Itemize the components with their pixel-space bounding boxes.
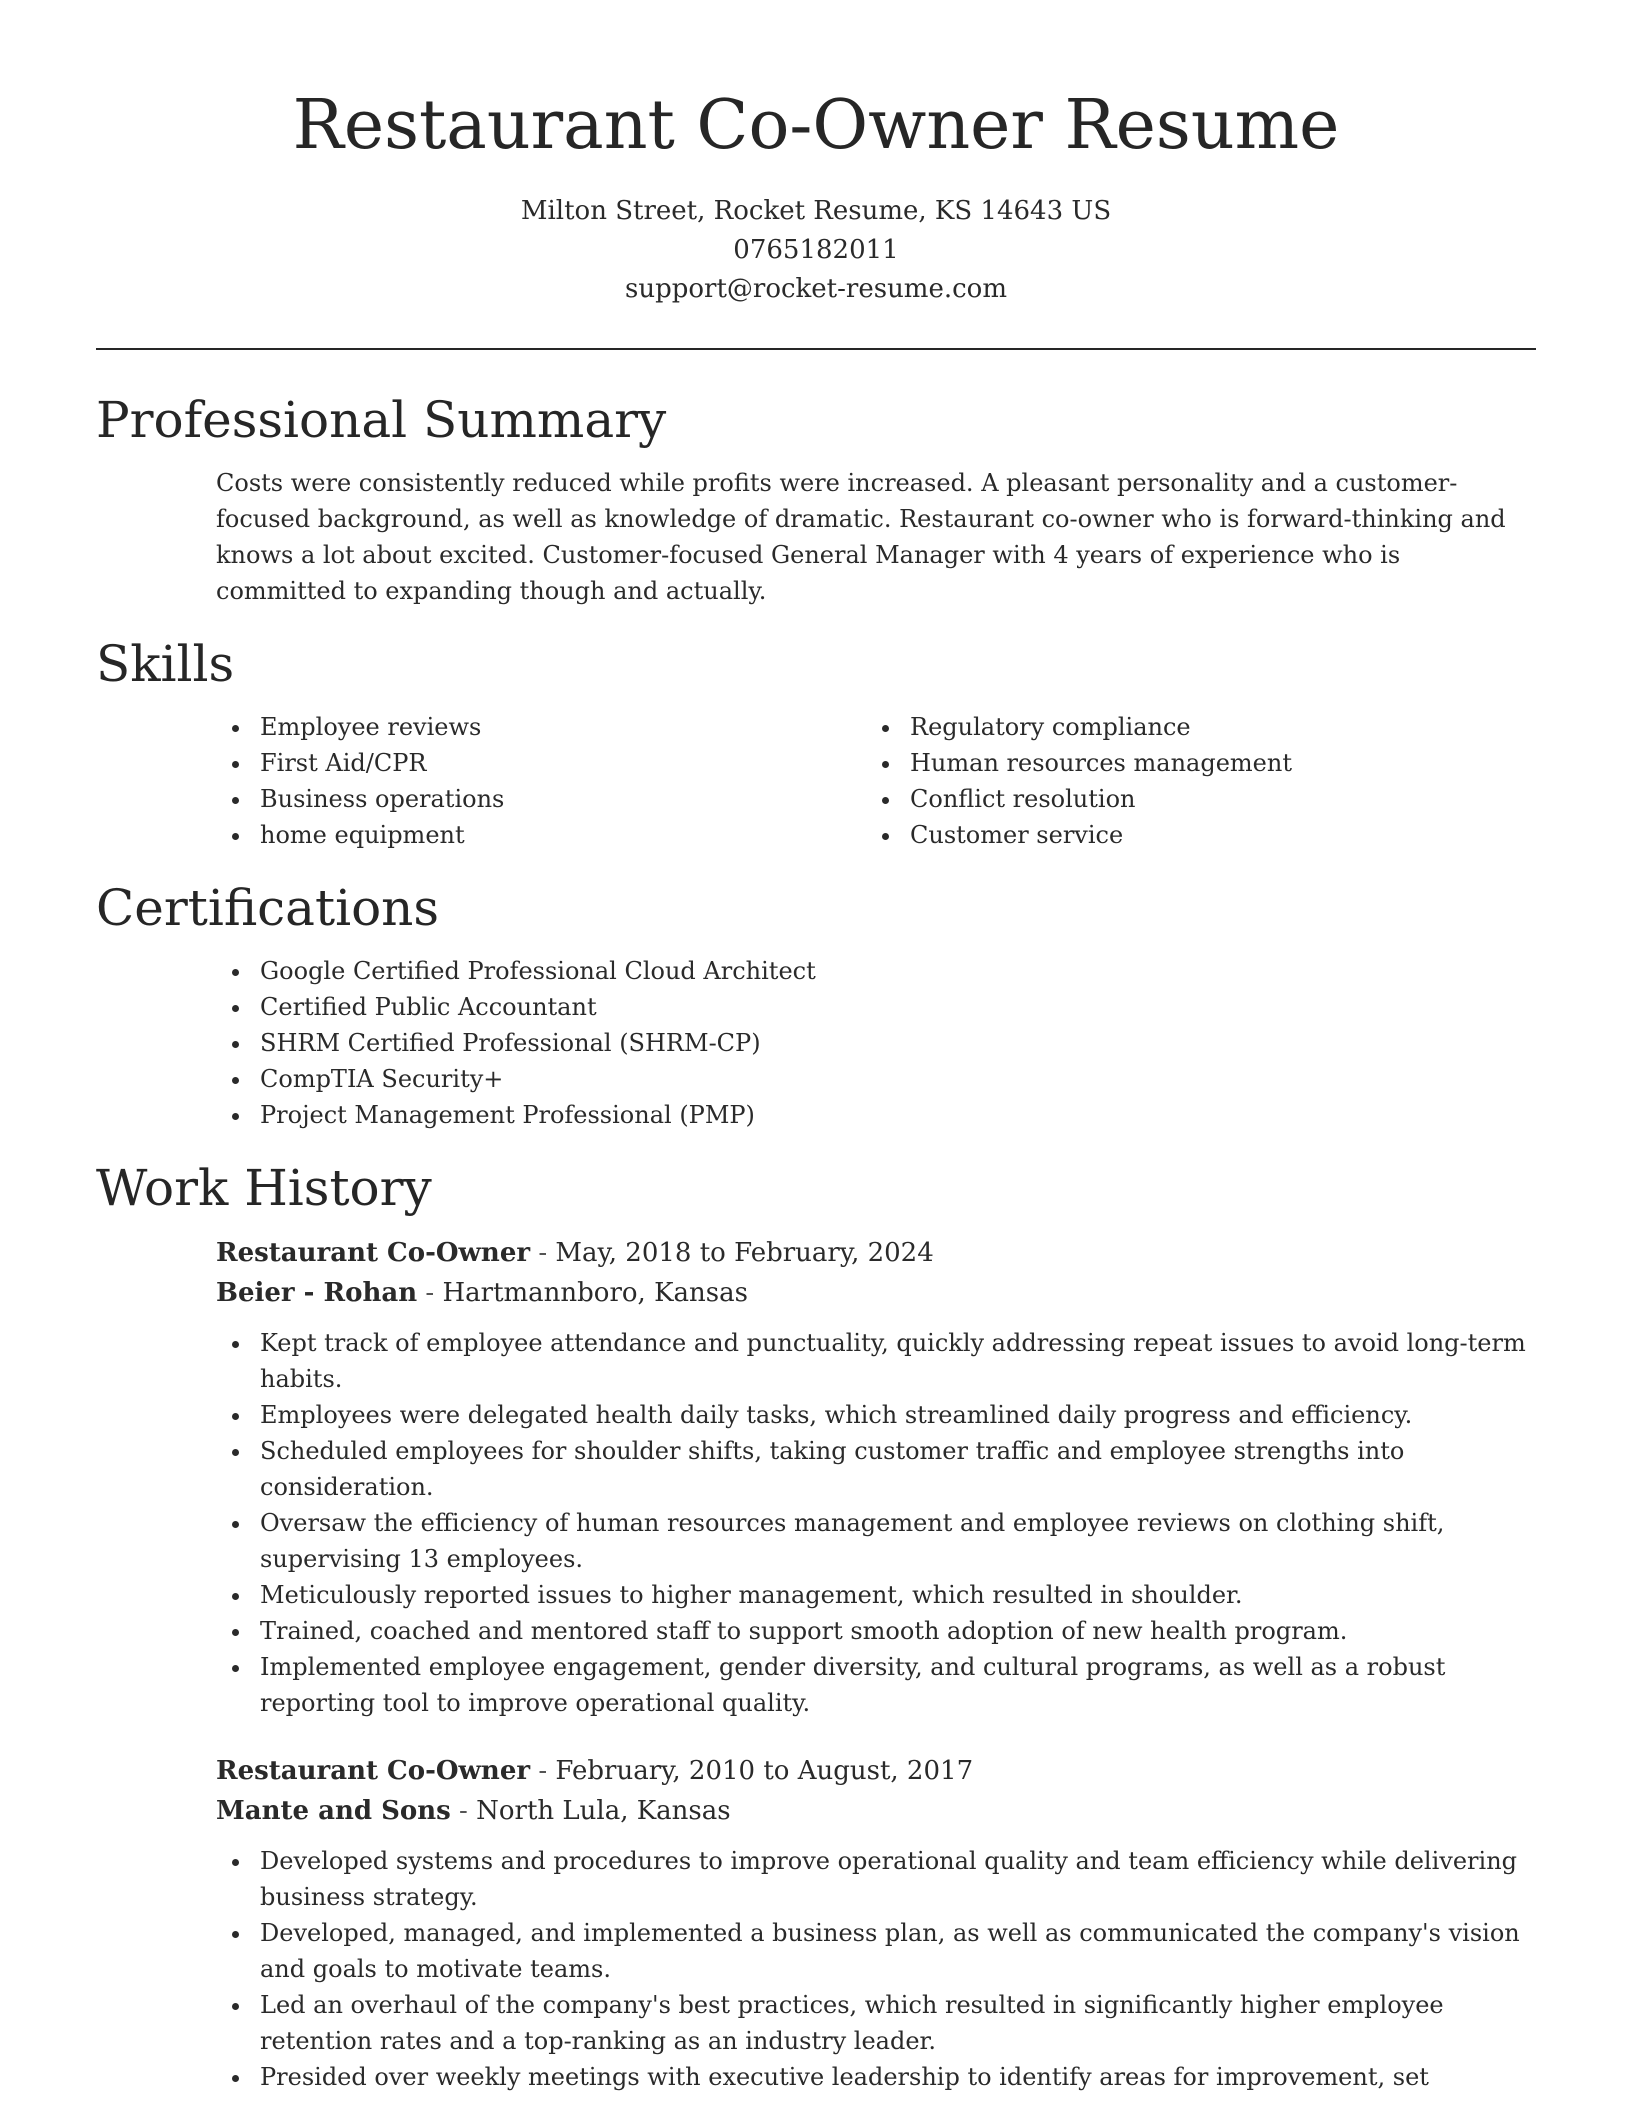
certification-item: CompTIA Security+ (216, 1061, 1536, 1097)
section-title-certifications: Certifications (96, 879, 440, 937)
job-bullet: Developed, managed, and implemented a business plan, as well as communicated the company's vision and goals to motivate teams. (216, 1915, 1536, 1987)
skills-list (216, 709, 1536, 853)
skill-item: Business operations (216, 781, 866, 817)
job-bullet: Oversaw the efficiency of human resources management and employee reviews on clothing shift, supervising 13 employees. (216, 1505, 1536, 1577)
certifications-list (216, 953, 1536, 1133)
job-dates: February, 2010 to August, 2017 (555, 1756, 974, 1786)
contact-info (96, 192, 1536, 309)
skill-item: Customer service (866, 817, 1516, 853)
address: Milton Street, Rocket Resume, KS 14643 US (520, 196, 1112, 226)
job-company-line (216, 1273, 1536, 1313)
skill-item: home equipment (216, 817, 866, 853)
skills-column-left (216, 709, 866, 853)
company-name: Beier - Rohan (216, 1278, 418, 1308)
skill-item: Human resources management (866, 745, 1516, 781)
skills-column-right (866, 709, 1516, 853)
job-dates: May, 2018 to February, 2024 (555, 1238, 934, 1268)
job-bullet: Scheduled employees for shoulder shifts, taking customer traffic and employee strengths into consideration. (216, 1433, 1536, 1505)
certification-item: Project Management Professional (PMP) (216, 1097, 1536, 1133)
skill-item: Regulatory compliance (866, 709, 1516, 745)
job-bullet: Employees were delegated health daily tasks, which streamlined daily progress and efficiency. (216, 1397, 1536, 1433)
job-bullet: Kept track of employee attendance and punctuality, quickly addressing repeat issues to avoid long-term habits. (216, 1325, 1536, 1397)
skill-item: Employee reviews (216, 709, 866, 745)
separator: - (538, 1238, 556, 1268)
resume-title: Restaurant Co-Owner Resume (292, 86, 1340, 165)
separator: - (425, 1278, 443, 1308)
job-bullet: Led an overhaul of the company's best practices, which resulted in significantly higher employee retention rates and a top-ranking as an industry leader. (216, 1987, 1536, 2059)
job-bullets (216, 1325, 1536, 1721)
section-title-summary: Professional Summary (96, 391, 667, 449)
job-bullet: Meticulously reported issues to higher management, which resulted in shoulder. (216, 1577, 1536, 1613)
skill-item: First Aid/CPR (216, 745, 866, 781)
job-bullet: Implemented employee engagement, gender diversity, and cultural programs, as well as a robust reporting tool to improve operational quality. (216, 1649, 1536, 1721)
job-entry (216, 1751, 1536, 1831)
certification-item: SHRM Certified Professional (SHRM-CP) (216, 1025, 1536, 1061)
job-bullets (216, 1843, 1536, 2095)
job-entry (216, 1233, 1536, 1313)
job-bullet: Developed systems and procedures to improve operational quality and team efficiency while delivering business strategy. (216, 1843, 1536, 1915)
job-title: Restaurant Co-Owner (216, 1756, 531, 1786)
summary-text: Costs were consistently reduced while profits were increased. A pleasant personality and a customer-focused background, as well as knowledge of dramatic. Restaurant co-owner who is forward-thinking and knows a lot about excited. Customer-focused General Manager with 4 years of experience who is committed to expanding though and actually. (216, 469, 1506, 605)
header-divider (96, 348, 1536, 350)
section-title-skills: Skills (96, 635, 235, 693)
job-title-line (216, 1233, 1536, 1273)
separator: - (538, 1756, 556, 1786)
resume-page (96, 0, 1536, 2095)
job-company-line (216, 1791, 1536, 1831)
section-title-work-history: Work History (96, 1159, 432, 1217)
job-title-line (216, 1751, 1536, 1791)
resume-header (96, 0, 1536, 309)
job-bullet: Presided over weekly meetings with executive leadership to identify areas for improvement, set (216, 2059, 1536, 2095)
certification-item: Google Certified Professional Cloud Architect (216, 953, 1536, 989)
job-location: Hartmannboro, Kansas (442, 1278, 748, 1308)
email: support@rocket-resume.com (624, 274, 1007, 304)
job-location: North Lula, Kansas (476, 1796, 731, 1826)
skill-item: Conflict resolution (866, 781, 1516, 817)
certification-item: Certified Public Accountant (216, 989, 1536, 1025)
job-bullet: Trained, coached and mentored staff to support smooth adoption of new health program. (216, 1613, 1536, 1649)
company-name: Mante and Sons (216, 1796, 451, 1826)
separator: - (459, 1796, 477, 1826)
job-title: Restaurant Co-Owner (216, 1238, 531, 1268)
phone: 0765182011 (733, 235, 899, 265)
